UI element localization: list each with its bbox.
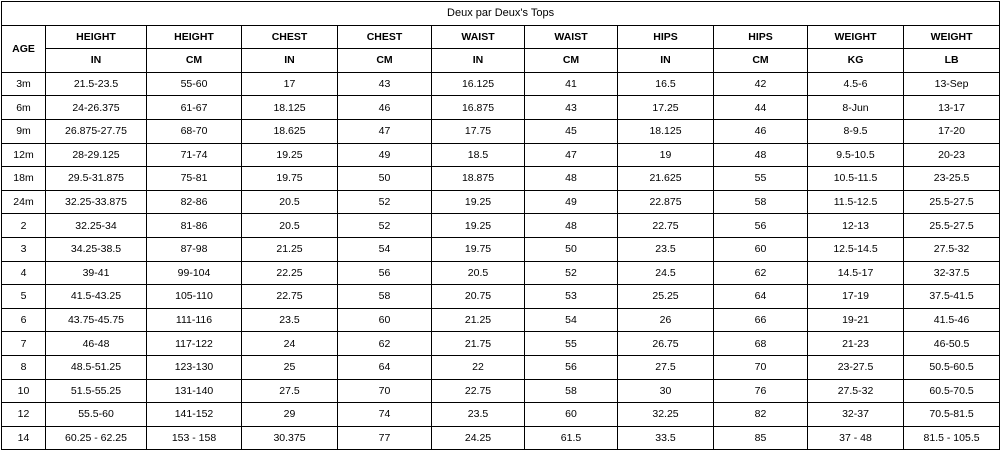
table-row [2, 379, 1000, 403]
col-header-unit: CM [147, 49, 242, 73]
age-cell: 7 [2, 332, 46, 356]
table-cell: 17-19 [808, 285, 904, 309]
table-cell: 16.125 [432, 72, 525, 96]
table-cell: 58 [338, 285, 432, 309]
table-cell: 23-27.5 [808, 355, 904, 379]
table-cell: 71-74 [147, 143, 242, 167]
table-row [2, 190, 1000, 214]
table-cell: 24.5 [618, 261, 714, 285]
table-cell: 99-104 [147, 261, 242, 285]
table-cell: 17 [242, 72, 338, 96]
table-cell: 20.5 [432, 261, 525, 285]
col-header-name: HEIGHT [46, 25, 147, 49]
table-cell: 111-116 [147, 308, 242, 332]
table-cell: 17.25 [618, 96, 714, 120]
table-row [2, 308, 1000, 332]
table-cell: 19.75 [242, 167, 338, 191]
table-row [2, 355, 1000, 379]
table-cell: 23.5 [242, 308, 338, 332]
table-row [2, 214, 1000, 238]
table-cell: 19-21 [808, 308, 904, 332]
table-cell: 48 [525, 167, 618, 191]
col-header-name: WAIST [432, 25, 525, 49]
table-cell: 51.5-55.25 [46, 379, 147, 403]
table-cell: 16.5 [618, 72, 714, 96]
table-cell: 21.25 [242, 237, 338, 261]
table-cell: 81.5 - 105.5 [904, 426, 1000, 450]
table-cell: 52 [525, 261, 618, 285]
table-cell: 19.25 [242, 143, 338, 167]
col-header-unit: CM [338, 49, 432, 73]
table-cell: 37.5-41.5 [904, 285, 1000, 309]
table-cell: 22.75 [242, 285, 338, 309]
col-header-unit: IN [432, 49, 525, 73]
table-cell: 12-13 [808, 214, 904, 238]
table-cell: 77 [338, 426, 432, 450]
table-row [2, 237, 1000, 261]
table-cell: 87-98 [147, 237, 242, 261]
table-cell: 50 [525, 237, 618, 261]
table-row [2, 426, 1000, 450]
table-cell: 22.875 [618, 190, 714, 214]
table-cell: 27.5 [618, 355, 714, 379]
table-cell: 47 [525, 143, 618, 167]
table-cell: 42 [714, 72, 808, 96]
table-cell: 60 [525, 403, 618, 427]
col-header-name: HEIGHT [147, 25, 242, 49]
table-cell: 20.75 [432, 285, 525, 309]
table-cell: 55.5-60 [46, 403, 147, 427]
table-cell: 27.5 [242, 379, 338, 403]
table-cell: 23-25.5 [904, 167, 1000, 191]
title-row [2, 2, 1000, 26]
table-row [2, 119, 1000, 143]
table-row [2, 96, 1000, 120]
table-cell: 39-41 [46, 261, 147, 285]
table-cell: 10.5-11.5 [808, 167, 904, 191]
table-cell: 25.5-27.5 [904, 214, 1000, 238]
table-cell: 76 [714, 379, 808, 403]
col-header-name: CHEST [338, 25, 432, 49]
table-cell: 64 [338, 355, 432, 379]
table-cell: 17.75 [432, 119, 525, 143]
table-cell: 85 [714, 426, 808, 450]
table-cell: 50.5-60.5 [904, 355, 1000, 379]
age-cell: 6m [2, 96, 46, 120]
table-cell: 30 [618, 379, 714, 403]
table-cell: 74 [338, 403, 432, 427]
table-cell: 123-130 [147, 355, 242, 379]
table-cell: 55 [525, 332, 618, 356]
table-cell: 16.875 [432, 96, 525, 120]
table-cell: 11.5-12.5 [808, 190, 904, 214]
table-cell: 54 [525, 308, 618, 332]
table-cell: 46 [714, 119, 808, 143]
col-header-unit: KG [808, 49, 904, 73]
table-cell: 48.5-51.25 [46, 355, 147, 379]
table-cell: 24-26.375 [46, 96, 147, 120]
table-cell: 21.25 [432, 308, 525, 332]
size-chart-table [1, 1, 1000, 450]
table-cell: 24 [242, 332, 338, 356]
table-cell: 8-Jun [808, 96, 904, 120]
table-cell: 26.875-27.75 [46, 119, 147, 143]
table-cell: 117-122 [147, 332, 242, 356]
table-row [2, 332, 1000, 356]
table-cell: 60.25 - 62.25 [46, 426, 147, 450]
table-cell: 141-152 [147, 403, 242, 427]
age-cell: 24m [2, 190, 46, 214]
table-cell: 27.5-32 [904, 237, 1000, 261]
table-cell: 17-20 [904, 119, 1000, 143]
table-cell: 64 [714, 285, 808, 309]
table-cell: 32.25 [618, 403, 714, 427]
table-cell: 60.5-70.5 [904, 379, 1000, 403]
table-cell: 26.75 [618, 332, 714, 356]
table-cell: 19.75 [432, 237, 525, 261]
table-cell: 25.5-27.5 [904, 190, 1000, 214]
table-cell: 43 [525, 96, 618, 120]
col-header-name: WEIGHT [904, 25, 1000, 49]
age-header: AGE [2, 25, 46, 72]
table-row [2, 285, 1000, 309]
table-cell: 41 [525, 72, 618, 96]
table-cell: 60 [714, 237, 808, 261]
table-cell: 50 [338, 167, 432, 191]
table-cell: 62 [338, 332, 432, 356]
col-header-unit: IN [46, 49, 147, 73]
table-cell: 20.5 [242, 190, 338, 214]
table-cell: 45 [525, 119, 618, 143]
age-cell: 14 [2, 426, 46, 450]
table-cell: 55 [714, 167, 808, 191]
table-cell: 13-Sep [904, 72, 1000, 96]
table-row [2, 72, 1000, 96]
table-cell: 82-86 [147, 190, 242, 214]
table-cell: 61.5 [525, 426, 618, 450]
table-cell: 53 [525, 285, 618, 309]
age-cell: 2 [2, 214, 46, 238]
table-cell: 58 [525, 379, 618, 403]
table-cell: 46-50.5 [904, 332, 1000, 356]
table-cell: 52 [338, 214, 432, 238]
table-title: Deux par Deux's Tops [2, 2, 1000, 26]
col-header-name: WEIGHT [808, 25, 904, 49]
age-cell: 10 [2, 379, 46, 403]
col-header-unit: CM [525, 49, 618, 73]
col-header-unit: CM [714, 49, 808, 73]
table-cell: 61-67 [147, 96, 242, 120]
col-header-name: WAIST [525, 25, 618, 49]
col-header-name: HIPS [714, 25, 808, 49]
age-cell: 3 [2, 237, 46, 261]
table-cell: 56 [714, 214, 808, 238]
table-cell: 19.25 [432, 190, 525, 214]
col-header-unit: IN [618, 49, 714, 73]
table-cell: 29.5-31.875 [46, 167, 147, 191]
table-cell: 18.625 [242, 119, 338, 143]
table-cell: 43 [338, 72, 432, 96]
table-cell: 21.625 [618, 167, 714, 191]
age-cell: 5 [2, 285, 46, 309]
col-header-unit: LB [904, 49, 1000, 73]
table-cell: 52 [338, 190, 432, 214]
table-cell: 33.5 [618, 426, 714, 450]
age-cell: 6 [2, 308, 46, 332]
table-cell: 55-60 [147, 72, 242, 96]
table-cell: 14.5-17 [808, 261, 904, 285]
table-cell: 18.5 [432, 143, 525, 167]
table-cell: 56 [525, 355, 618, 379]
table-cell: 58 [714, 190, 808, 214]
table-cell: 70 [714, 355, 808, 379]
table-cell: 46-48 [46, 332, 147, 356]
table-row [2, 143, 1000, 167]
table-cell: 32.25-34 [46, 214, 147, 238]
table-cell: 8-9.5 [808, 119, 904, 143]
table-cell: 37 - 48 [808, 426, 904, 450]
table-cell: 34.25-38.5 [46, 237, 147, 261]
table-cell: 18.125 [242, 96, 338, 120]
table-cell: 27.5-32 [808, 379, 904, 403]
table-cell: 46 [338, 96, 432, 120]
table-cell: 32.25-33.875 [46, 190, 147, 214]
table-cell: 62 [714, 261, 808, 285]
table-cell: 25.25 [618, 285, 714, 309]
table-cell: 32-37 [808, 403, 904, 427]
header-row-names [2, 25, 1000, 49]
age-cell: 4 [2, 261, 46, 285]
table-cell: 23.5 [618, 237, 714, 261]
table-cell: 23.5 [432, 403, 525, 427]
table-cell: 26 [618, 308, 714, 332]
age-cell: 12 [2, 403, 46, 427]
table-cell: 56 [338, 261, 432, 285]
table-cell: 66 [714, 308, 808, 332]
table-cell: 49 [525, 190, 618, 214]
table-cell: 25 [242, 355, 338, 379]
table-cell: 18.875 [432, 167, 525, 191]
table-cell: 19 [618, 143, 714, 167]
header-row-units [2, 49, 1000, 73]
age-cell: 12m [2, 143, 46, 167]
table-cell: 19.25 [432, 214, 525, 238]
col-header-unit: IN [242, 49, 338, 73]
table-row [2, 403, 1000, 427]
table-cell: 105-110 [147, 285, 242, 309]
table-cell: 21.5-23.5 [46, 72, 147, 96]
table-cell: 13-17 [904, 96, 1000, 120]
table-cell: 41.5-46 [904, 308, 1000, 332]
table-cell: 28-29.125 [46, 143, 147, 167]
table-cell: 153 - 158 [147, 426, 242, 450]
table-cell: 48 [714, 143, 808, 167]
table-cell: 22.75 [432, 379, 525, 403]
age-cell: 3m [2, 72, 46, 96]
table-cell: 44 [714, 96, 808, 120]
table-cell: 29 [242, 403, 338, 427]
table-cell: 81-86 [147, 214, 242, 238]
table-cell: 21-23 [808, 332, 904, 356]
table-cell: 68 [714, 332, 808, 356]
table-cell: 20.5 [242, 214, 338, 238]
table-cell: 70 [338, 379, 432, 403]
table-row [2, 261, 1000, 285]
table-cell: 70.5-81.5 [904, 403, 1000, 427]
table-cell: 60 [338, 308, 432, 332]
age-cell: 18m [2, 167, 46, 191]
table-cell: 75-81 [147, 167, 242, 191]
col-header-name: CHEST [242, 25, 338, 49]
table-cell: 9.5-10.5 [808, 143, 904, 167]
col-header-name: HIPS [618, 25, 714, 49]
table-cell: 82 [714, 403, 808, 427]
table-cell: 12.5-14.5 [808, 237, 904, 261]
table-cell: 22.75 [618, 214, 714, 238]
table-cell: 4.5-6 [808, 72, 904, 96]
table-cell: 22 [432, 355, 525, 379]
table-cell: 49 [338, 143, 432, 167]
age-cell: 8 [2, 355, 46, 379]
table-cell: 20-23 [904, 143, 1000, 167]
table-cell: 41.5-43.25 [46, 285, 147, 309]
table-cell: 48 [525, 214, 618, 238]
age-cell: 9m [2, 119, 46, 143]
table-row [2, 167, 1000, 191]
table-cell: 24.25 [432, 426, 525, 450]
table-cell: 18.125 [618, 119, 714, 143]
table-cell: 131-140 [147, 379, 242, 403]
table-cell: 30.375 [242, 426, 338, 450]
table-cell: 22.25 [242, 261, 338, 285]
table-cell: 43.75-45.75 [46, 308, 147, 332]
table-cell: 32-37.5 [904, 261, 1000, 285]
table-cell: 21.75 [432, 332, 525, 356]
table-cell: 68-70 [147, 119, 242, 143]
table-cell: 47 [338, 119, 432, 143]
table-cell: 54 [338, 237, 432, 261]
